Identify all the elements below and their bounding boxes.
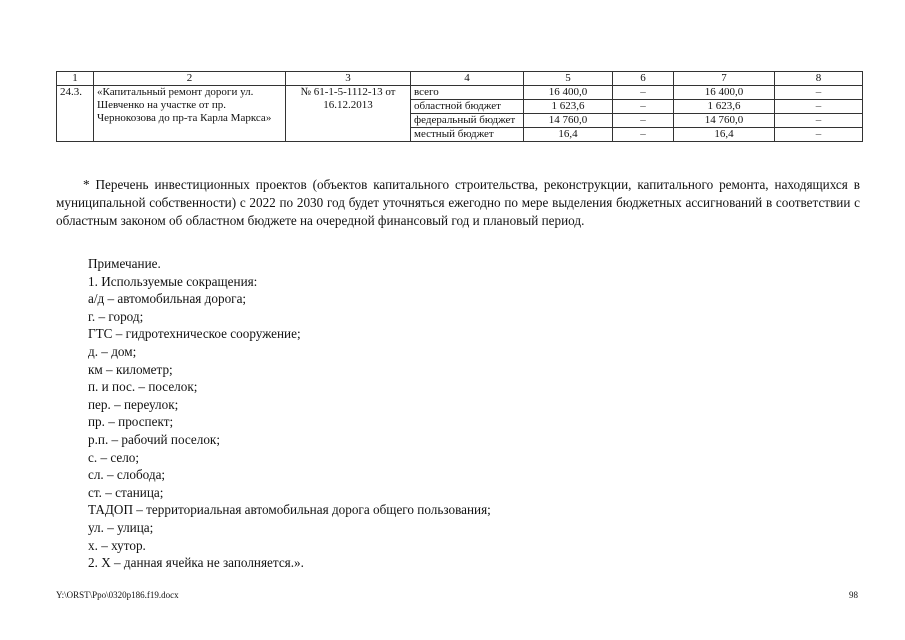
funding-source: всего xyxy=(411,86,524,100)
project-name: «Капитальный ремонт дороги ул. Шевченко на участке от пр. Чернокозова до пр-та Карла Маркса» xyxy=(94,86,286,142)
abbreviation-item: п. и пос. – поселок; xyxy=(88,379,198,395)
abbreviation-item: г. – город; xyxy=(88,308,144,324)
column-header: 7 xyxy=(674,72,775,86)
abbreviation-item: пер. – переулок; xyxy=(88,396,179,412)
column-header: 5 xyxy=(524,72,613,86)
amount-col8: – xyxy=(775,114,863,128)
abbreviation-item: с. – село; xyxy=(88,449,140,465)
row-number: 24.3. xyxy=(57,86,94,142)
abbreviation-item: ул. – улица; xyxy=(88,519,154,535)
abbreviation-item: ст. – станица; xyxy=(88,484,164,500)
project-document: № 61-1-5-1112-13 от 16.12.2013 xyxy=(286,86,411,142)
amount-col5: 14 760,0 xyxy=(524,114,613,128)
amount-col5: 1 623,6 xyxy=(524,100,613,114)
funding-source: местный бюджет xyxy=(411,128,524,142)
amount-col7: 16,4 xyxy=(674,128,775,142)
note-item-2: 2. Х – данная ячейка не заполняется.». xyxy=(88,555,304,571)
abbreviation-item: ТАДОП – территориальная автомобильная дорога общего пользования; xyxy=(88,502,491,518)
abbreviation-item: ГТС – гидротехническое сооружение; xyxy=(88,326,301,342)
column-header: 2 xyxy=(94,72,286,86)
amount-col6: – xyxy=(613,100,674,114)
abbreviation-item: пр. – проспект; xyxy=(88,414,174,430)
amount-col8: – xyxy=(775,100,863,114)
amount-col6: – xyxy=(613,86,674,100)
page-number: 98 xyxy=(849,590,858,600)
abbreviation-item: км – километр; xyxy=(88,361,173,377)
amount-col6: – xyxy=(613,128,674,142)
amount-col5: 16,4 xyxy=(524,128,613,142)
amount-col8: – xyxy=(775,128,863,142)
column-header: 8 xyxy=(775,72,863,86)
abbreviation-item: р.п. – рабочий поселок; xyxy=(88,431,220,447)
investment-projects-table xyxy=(56,71,863,142)
funding-source: областной бюджет xyxy=(411,100,524,114)
column-header: 6 xyxy=(613,72,674,86)
abbreviations-heading: 1. Используемые сокращения: xyxy=(88,273,258,289)
amount-col7: 1 623,6 xyxy=(674,100,775,114)
notes-title: Примечание. xyxy=(88,256,161,271)
abbreviation-item: а/д – автомобильная дорога; xyxy=(88,291,247,307)
footer-file-path: Y:\ORST\Ppo\0320p186.f19.docx xyxy=(56,590,179,600)
footnote-text: * Перечень инвестиционных проектов (объектов капитального строительства, реконструкции, капитального ремонта, находящихся в муниципальной собственности) с 2022 по 2030 год будет уточняться ежегодно по мере выделения бюджетных ассигнований в соответствии с областным законом об областном бюджете на очередной финансовый год и плановый период. xyxy=(56,177,860,228)
column-header: 4 xyxy=(411,72,524,86)
table-header-row xyxy=(57,72,863,86)
footnote-paragraph xyxy=(56,176,860,230)
abbreviation-item: д. – дом; xyxy=(88,343,137,359)
notes-section xyxy=(88,255,848,572)
abbreviation-item: сл. – слобода; xyxy=(88,467,166,483)
amount-col6: – xyxy=(613,114,674,128)
column-header: 1 xyxy=(57,72,94,86)
amount-col7: 14 760,0 xyxy=(674,114,775,128)
table-row xyxy=(57,86,863,100)
funding-source: федеральный бюджет xyxy=(411,114,524,128)
amount-col7: 16 400,0 xyxy=(674,86,775,100)
column-header: 3 xyxy=(286,72,411,86)
amount-col5: 16 400,0 xyxy=(524,86,613,100)
abbreviation-item: х. – хутор. xyxy=(88,537,146,553)
amount-col8: – xyxy=(775,86,863,100)
